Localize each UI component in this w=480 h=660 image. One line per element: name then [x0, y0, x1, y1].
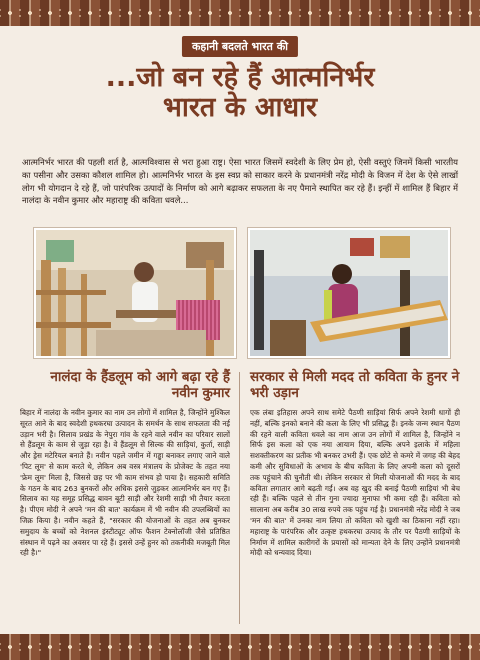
heading-kavita: सरकार से मिली मदद तो कविता के हुनर ने भरी उड़ान	[250, 369, 460, 401]
headline-line-1: ...जो बन रहे हैं आत्मनिर्भर	[105, 62, 375, 93]
story-kavita-body: एक लंबा इतिहास अपने साथ समेटे पैठणी साड़ियां सिर्फ अपने रेशमी धागों ही नहीं, बल्कि इनको बनाने की कला के लिए भी प्रसिद्ध हैं। इनके जन्म स्थान पैठण की रहने वाली कविता धवले का नाम आज उन लोगों में शामिल है, जिन्होंने न सिर्फ इस कला को एक नया आयाम दिया, बल्कि अपने इलाके में महिला सशक्तीकरण का प्रतीक भी बनकर उभरी हैं। एक छोटे से कमरे में जगह की बेहद कमी और सुविधाओं के अभाव के बीच कविता के लिए अपनी कला को दूसरों तक पहुंचाने की चुनौती थी। लेकिन सरकार से मिली योजनाओं की मदद के बाद कविता लगातार आगे बढ़ती गईं। अब वह खुद की बनाई पैठणी साड़ियां भी बेच रही हैं। बल्कि पहले से तीन गुना ज्यादा मुनाफा भी कमा रही हैं। कविता को सालाना अब करीब 30 लाख रुपये तक पहुंच गई है। प्रधानमंत्री नरेंद्र मोदी ने जब 'मन की बात' में उनका नाम लिया तो कविता को खुशी का ठिकाना नहीं रहा। महाराष्ट्र के पारंपरिक और उत्कृष्ट हथकरघा उत्पाद के तौर पर पैठणी साड़ियों के निर्माण में शामिल कारीगरों के प्रयासों को मान्यता देने के लिए उन्होंने प्रधानमंत्री मोदी को धन्यवाद दिया।	[250, 408, 460, 558]
decorative-border-bottom	[0, 634, 480, 660]
story-naveen-body: बिहार में नालंदा के नवीन कुमार का नाम उन लोगों में शामिल है, जिन्होंने मुश्किल सूरत आने के बाद स्वदेशी हथकरघा उत्पादन के समर्थन के साथ सफलता की नई उड़ान भरी है। सिलाव प्रखंड के नेपुरा गांव के रहने वाले नवीन का परिवार सालों से हैंडलूम के काम से जुड़ा रहा है। वे हैंडलूम से सिल्क की साड़ियां, कुर्ता, साड़ी और ड्रेस मटेरियल बनाते हैं। नवीन पहले जमीन में गड्ढा बनाकर लगाए जाने वाले 'पिट लूम' से काम करते थे, लेकिन अब वस्त्र मंत्रालय के प्रोजेक्ट के तहत नया 'फ्रेम लूम' मिला है, जिससे छह पर भी काम संभव हो पाया है। सहकारी समिति के गठन के बाद 263 बुनकरों और अधिक इससे जुड़कर आत्मनिर्भर बन गए हैं। सिलाव का यह समूह प्रसिद्ध बावन बूटी साड़ी और रेशमी साड़ी भी तैयार करता है। पीएम मोदी ने अपने 'मन की बात' कार्यक्रम में भी नवीन की उपलब्धियों का जिक्र किया है। नवीन कहते हैं, "सरकार की योजनाओं के तहत अब बुनकर समुदाय के बच्चों को नेशनल इंस्टीट्यूट ऑफ फैशन टेक्नोलॉजी जैसे प्रतिष्ठित संस्थान में पढ़ने का अवसर पा रहे हैं। इससे उन्हें हुनर को तकनीकी मजबूती मिल रही है।"	[20, 408, 230, 558]
section-kicker: कहानी बदलते भारत की	[182, 36, 298, 57]
headline-line-2: भारत के आधार	[162, 92, 318, 124]
photo-weaver-kavita	[248, 228, 450, 358]
column-divider	[239, 372, 240, 624]
intro-paragraph: आत्मनिर्भर भारत की पहली शर्त है, आत्मविश्वास से भरा हुआ राष्ट्र। ऐसा भारत जिसमें स्वदेशी के लिए प्रेम हो, ऐसी वस्तुएं जिनमें किसी भारतीय का पसीना और उसका कौशल शामिल हो। आत्मनिर्भर भारत के इस स्वप्न को साकार करने के प्रधानमंत्री नरेंद्र मोदी के विजन में देश के ऐसे लाखों लोग भी योगदान दे रहे हैं, जो पारंपरिक उत्पादों के निर्माण को आगे बढ़ाकर सफलता के नए पैमाने स्थापित कर रहे हैं। इन्हीं में शामिल हैं बिहार में नालंदा के नवीन कुमार और महाराष्ट्र की कविता धवले...	[22, 157, 458, 206]
page-headline	[0, 63, 480, 123]
heading-naveen: नालंदा के हैंडलूम को आगे बढ़ा रहे हैं नवीन कुमार	[50, 369, 230, 401]
photo-weaver-naveen	[34, 228, 236, 358]
decorative-border-top	[0, 0, 480, 26]
